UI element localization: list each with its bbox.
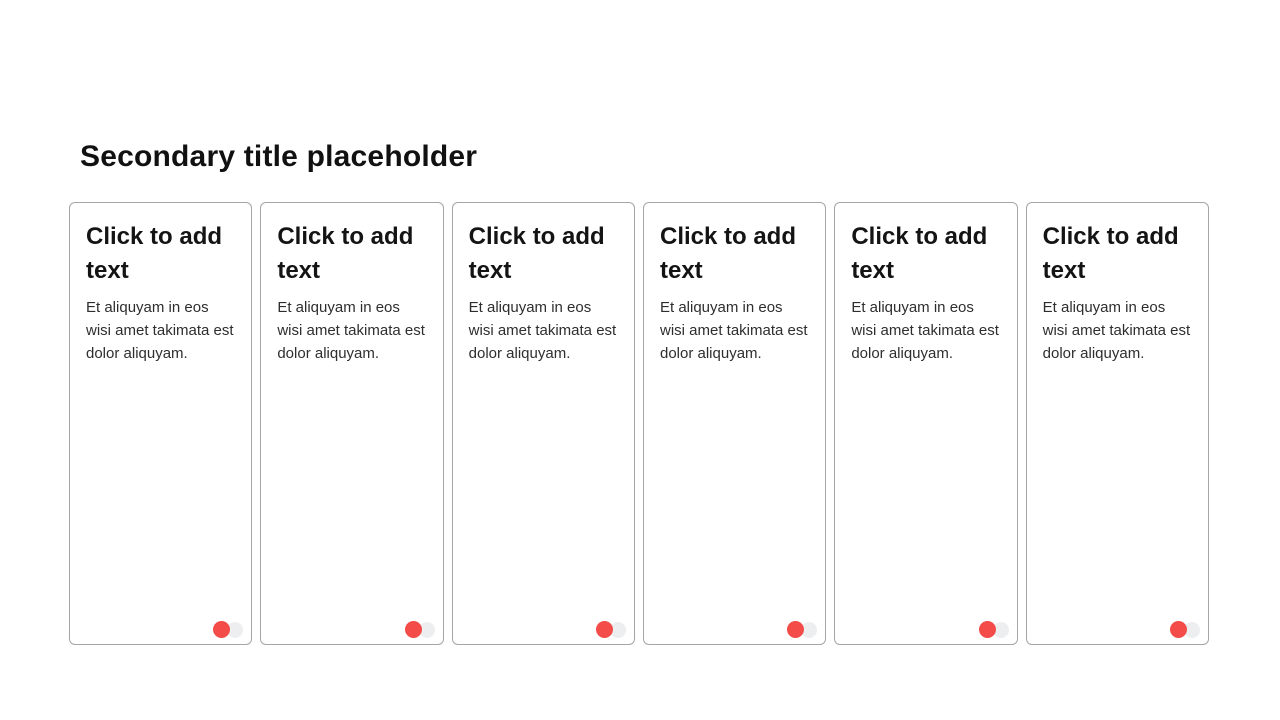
card-heading-placeholder[interactable]: Click to add text bbox=[468, 223, 605, 284]
text-card[interactable] bbox=[452, 202, 635, 645]
card-heading-placeholder[interactable]: Click to add text bbox=[1042, 223, 1179, 284]
red-dot-icon bbox=[787, 621, 804, 638]
text-card[interactable] bbox=[643, 202, 826, 645]
card-dots bbox=[405, 621, 435, 638]
card-body-text[interactable]: Et aliquyam in eos wisi amet takimata est dolor aliquyam. bbox=[1042, 299, 1191, 362]
card-dots bbox=[596, 621, 626, 638]
text-card[interactable] bbox=[260, 202, 443, 645]
card-body-text[interactable]: Et aliquyam in eos wisi amet takimata est dolor aliquyam. bbox=[468, 299, 617, 362]
card-dots bbox=[1170, 621, 1200, 638]
red-dot-icon bbox=[213, 621, 230, 638]
text-card[interactable] bbox=[69, 202, 252, 645]
card-body-text[interactable]: Et aliquyam in eos wisi amet takimata est dolor aliquyam. bbox=[277, 299, 425, 362]
card-dots bbox=[213, 621, 243, 638]
card-body-text[interactable]: Et aliquyam in eos wisi amet takimata est dolor aliquyam. bbox=[86, 299, 234, 362]
card-dots bbox=[787, 621, 817, 638]
card-heading-placeholder[interactable]: Click to add text bbox=[277, 223, 414, 284]
red-dot-icon bbox=[405, 621, 422, 638]
card-body-text[interactable]: Et aliquyam in eos wisi amet takimata est dolor aliquyam. bbox=[659, 299, 808, 362]
red-dot-icon bbox=[596, 621, 613, 638]
card-dots bbox=[979, 621, 1009, 638]
red-dot-icon bbox=[979, 621, 996, 638]
red-dot-icon bbox=[1170, 621, 1187, 638]
card-heading-placeholder[interactable]: Click to add text bbox=[659, 223, 797, 284]
slide-title-placeholder[interactable]: Secondary title placeholder bbox=[80, 140, 478, 173]
text-card[interactable] bbox=[834, 202, 1017, 645]
card-heading-placeholder[interactable]: Click to add text bbox=[86, 223, 223, 284]
text-card[interactable] bbox=[1026, 202, 1209, 645]
card-body-text[interactable]: Et aliquyam in eos wisi amet takimata est dolor aliquyam. bbox=[851, 299, 999, 362]
card-heading-placeholder[interactable]: Click to add text bbox=[851, 223, 988, 284]
card-row bbox=[69, 202, 1209, 645]
